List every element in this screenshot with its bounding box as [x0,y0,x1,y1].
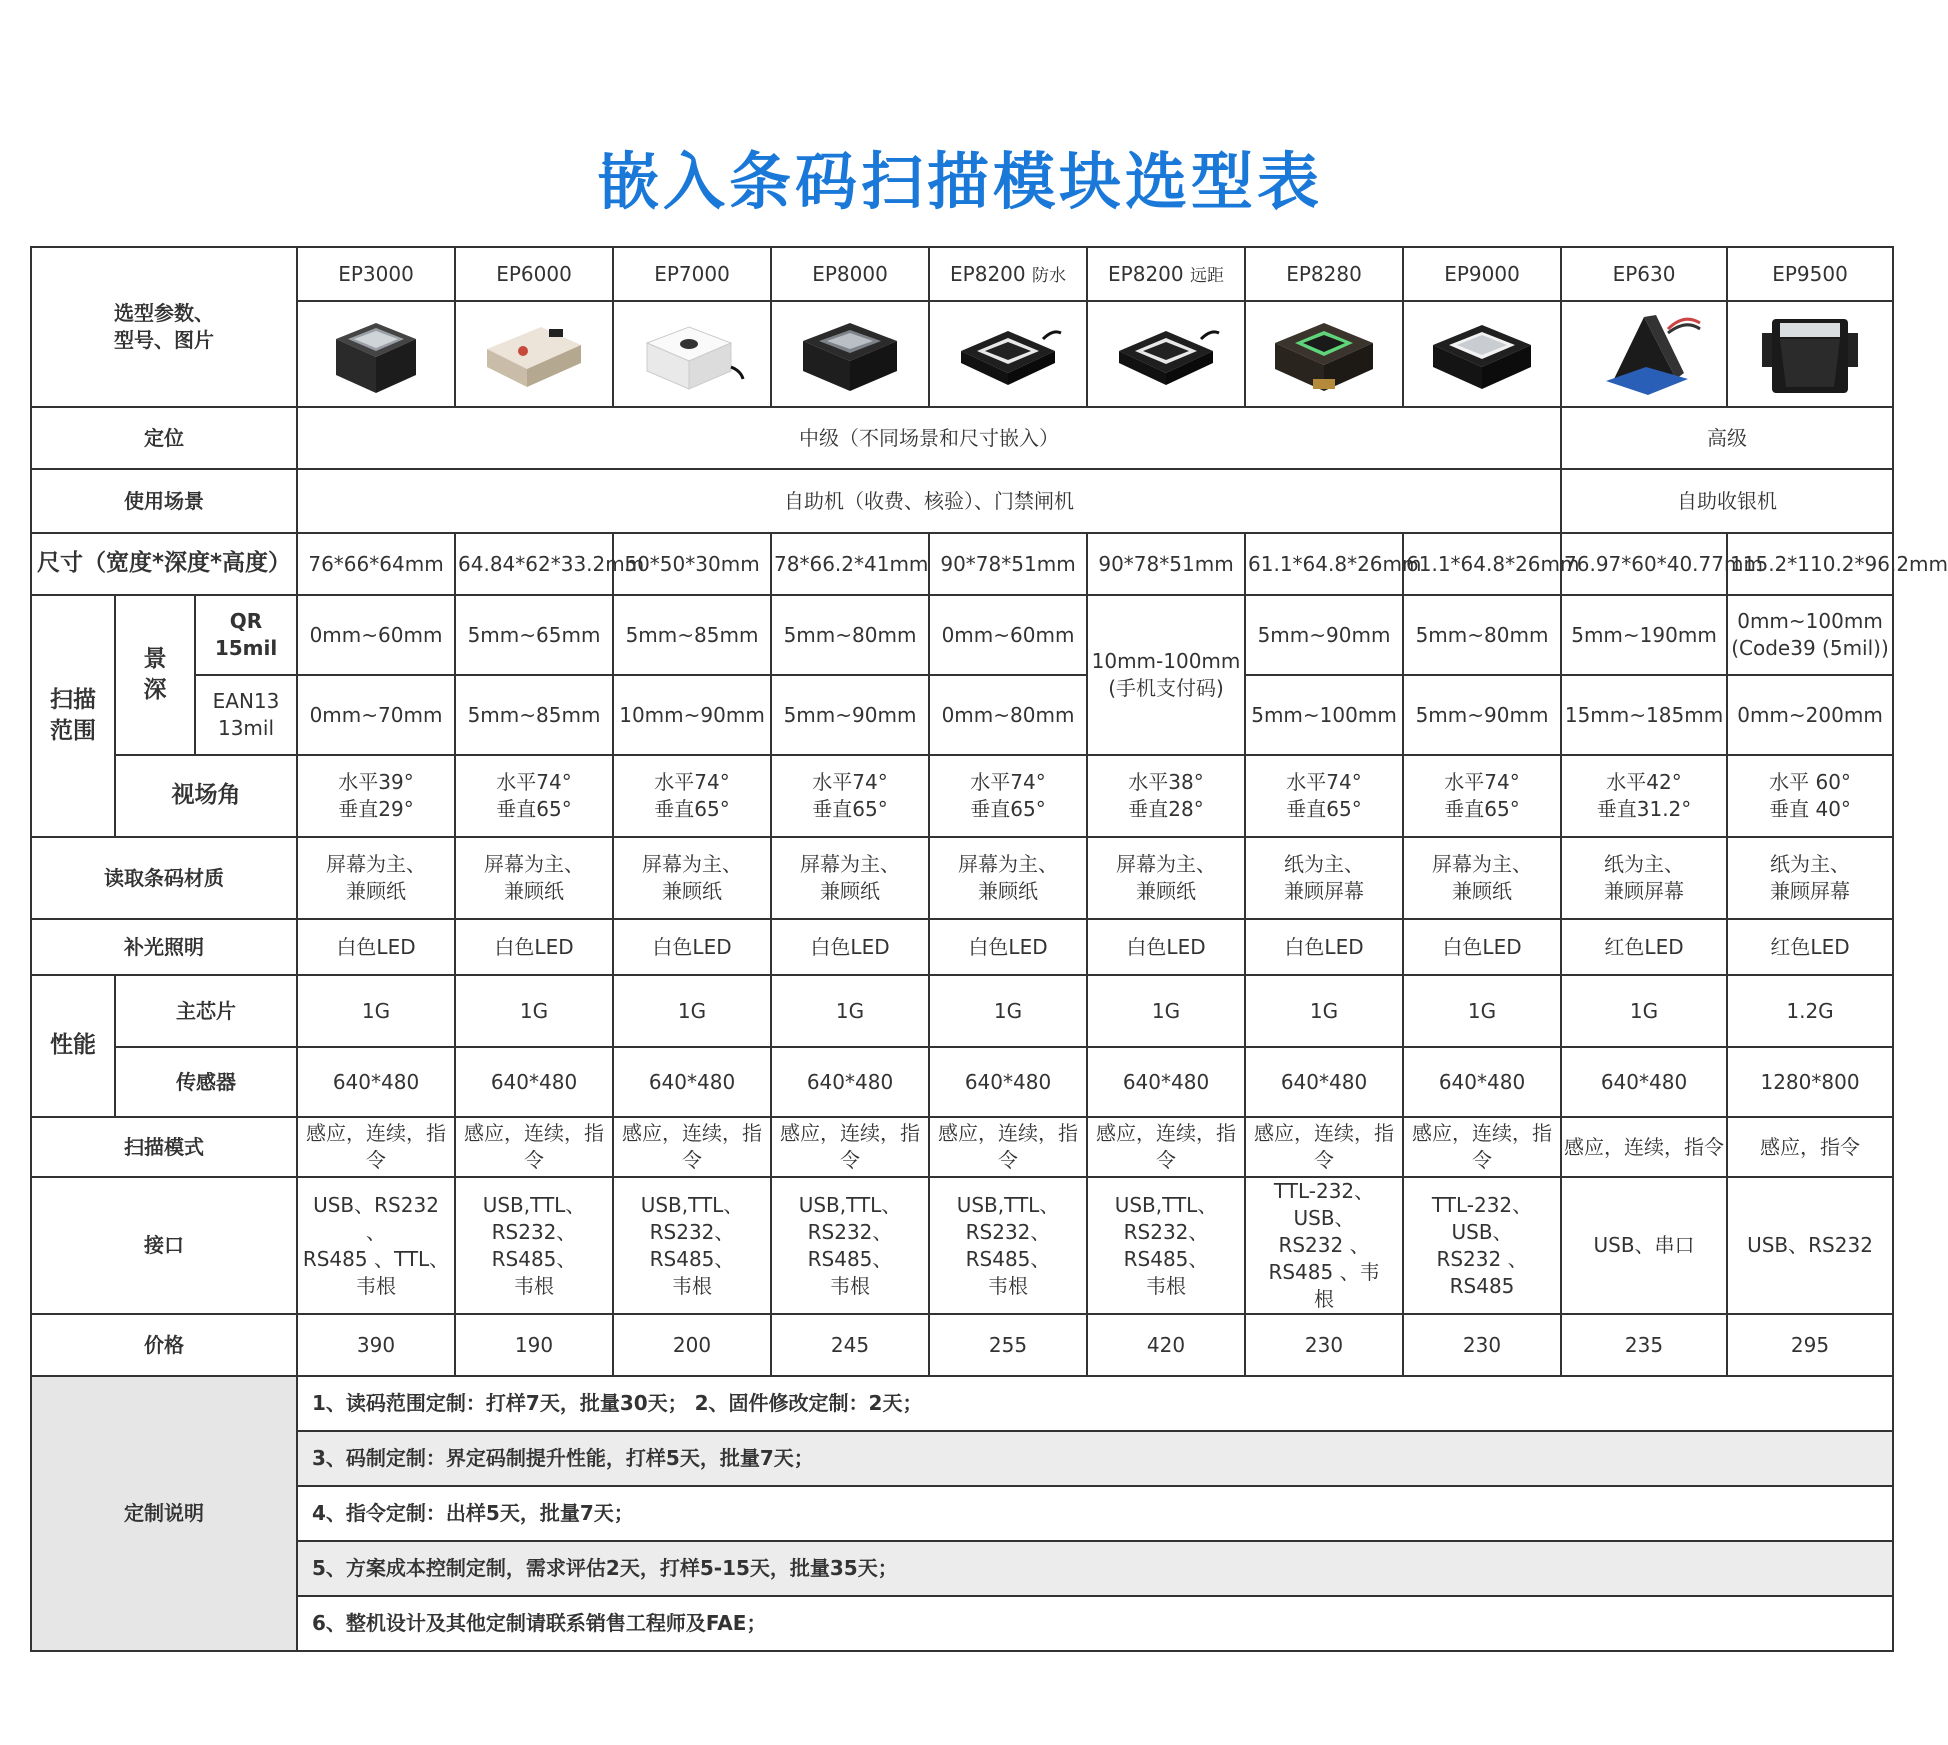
size-value: 90*78*51mm [1087,533,1245,595]
scan-mode-value: 感应，连续，指令 [455,1117,613,1177]
interface-label: 接口 [31,1177,297,1314]
ep8200-far-depth-value: 10mm-100mm (手机支付码) [1087,595,1245,755]
lighting-label: 补光照明 [31,919,297,975]
size-value: 76*66*64mm [297,533,455,595]
chip-label: 主芯片 [115,975,297,1047]
size-value: 115.2*110.2*96.2mm [1727,533,1893,595]
fov-value: 水平74° 垂直65° [455,755,613,837]
selection-table [30,246,1948,1652]
ean-depth-value: 15mm~185mm [1561,675,1727,755]
qr-depth-value: 5mm~80mm [1403,595,1561,675]
model-name-ep8000: EP8000 [771,247,929,301]
model-name-ep9000: EP9000 [1403,247,1561,301]
interface-value: TTL-232、USB、 RS232 、RS485 、韦 根 [1245,1177,1403,1314]
header-label-line-2: 型号、图片 [114,328,214,352]
interface-value: USB,TTL、RS232、 RS485、 韦根 [455,1177,613,1314]
fov-label: 视场角 [115,755,297,837]
customization-row-1 [31,1376,1893,1431]
customization-label: 定制说明 [31,1376,297,1651]
header-label-line-1: 选型参数、 [114,301,214,325]
scan-mode-value: 感应，连续，指令 [929,1117,1087,1177]
qr-depth-value: 0mm~60mm [929,595,1087,675]
material-value: 屏幕为主、 兼顾纸 [1403,837,1561,919]
customization-note-5: 6、整机设计及其他定制请联系销售工程师及FAE； [297,1596,1893,1651]
sensor-row [31,1047,1893,1117]
ean-depth-value: 5mm~100mm [1245,675,1403,755]
scan-qr-row [31,595,1893,675]
qr-depth-value: 0mm~60mm [297,595,455,675]
chip-value: 1G [297,975,455,1047]
scan-mode-label: 扫描模式 [31,1117,297,1177]
model-name-ep8280: EP8280 [1245,247,1403,301]
chip-value: 1G [455,975,613,1047]
size-value: 61.1*64.8*26mm [1403,533,1561,595]
material-value: 纸为主、 兼顾屏幕 [1245,837,1403,919]
scenario-high-value: 自助收银机 [1561,469,1893,533]
sensor-value: 640*480 [1403,1047,1561,1117]
price-value: 230 [1403,1314,1561,1376]
chip-value: 1G [1561,975,1727,1047]
ean-depth-value: 0mm~80mm [929,675,1087,755]
scan-range-label: 扫描 范围 [31,595,115,837]
lighting-value: 白色LED [297,919,455,975]
qr-depth-value-ep9500: 0mm~100mm (Code39 (5mil)) [1727,595,1893,675]
lighting-value: 白色LED [1245,919,1403,975]
fov-value: 水平74° 垂直65° [771,755,929,837]
page-title: 嵌入条码扫描模块选型表 [596,145,1323,218]
qr-depth-value: 5mm~85mm [613,595,771,675]
size-row [31,533,1893,595]
lighting-value: 白色LED [1403,919,1561,975]
qr-depth-value: 5mm~90mm [1245,595,1403,675]
sensor-value: 640*480 [771,1047,929,1117]
price-value: 245 [771,1314,929,1376]
model-name-ep630: EP630 [1561,247,1727,301]
material-label: 读取条码材质 [31,837,297,919]
scan-mode-value: 感应，连续，指令 [1403,1117,1561,1177]
chip-value: 1G [771,975,929,1047]
scan-mode-value: 感应，连续，指令 [1087,1117,1245,1177]
product-image-ep8280 [1245,301,1403,407]
product-image-ep7000 [613,301,771,407]
lighting-value: 白色LED [455,919,613,975]
model-name-ep8200-longrange: EP8200 远距 [1087,247,1245,301]
sensor-value: 640*480 [1245,1047,1403,1117]
model-name-ep9500: EP9500 [1727,247,1893,301]
price-value: 230 [1245,1314,1403,1376]
product-image-ep8000 [771,301,929,407]
customization-row-4 [31,1541,1893,1596]
chip-row [31,975,1893,1047]
price-value: 295 [1727,1314,1893,1376]
qr-15mil-label: QR 15mil [195,595,297,675]
material-value: 屏幕为主、 兼顾纸 [1087,837,1245,919]
sensor-value: 640*480 [929,1047,1087,1117]
positioning-high-value: 高级 [1561,407,1893,469]
performance-label: 性能 [31,975,115,1117]
product-image-ep6000 [455,301,613,407]
model-name-ep8200-waterproof: EP8200 防水 [929,247,1087,301]
qr-depth-value: 5mm~65mm [455,595,613,675]
lighting-value: 白色LED [929,919,1087,975]
chip-value: 1G [929,975,1087,1047]
sensor-value: 1280*800 [1727,1047,1893,1117]
depth-of-field-label: 景 深 [115,595,195,755]
ean13-13mil-label: EAN13 13mil [195,675,297,755]
price-value: 255 [929,1314,1087,1376]
scan-mode-value: 感应，连续，指令 [1245,1117,1403,1177]
fov-value: 水平38° 垂直28° [1087,755,1245,837]
model-name-ep6000: EP6000 [455,247,613,301]
product-image-ep9500 [1727,301,1893,407]
product-image-ep630 [1561,301,1727,407]
size-value: 50*50*30mm [613,533,771,595]
lighting-value: 红色LED [1561,919,1727,975]
lighting-value: 白色LED [1087,919,1245,975]
positioning-label: 定位 [31,407,297,469]
ean-depth-value: 5mm~90mm [1403,675,1561,755]
sensor-value: 640*480 [297,1047,455,1117]
sensor-value: 640*480 [613,1047,771,1117]
ean-depth-value: 10mm~90mm [613,675,771,755]
customization-row-3 [31,1486,1893,1541]
ean-depth-value: 5mm~85mm [455,675,613,755]
lighting-value: 红色LED [1727,919,1893,975]
customization-row-2 [31,1431,1893,1486]
size-value: 64.84*62*33.2mm [455,533,613,595]
fov-value: 水平 60° 垂直 40° [1727,755,1893,837]
sensor-value: 640*480 [455,1047,613,1117]
sensor-label: 传感器 [115,1047,297,1117]
interface-value: TTL-232、USB、 RS232 、RS485 [1403,1177,1561,1314]
positioning-mid-value: 中级（不同场景和尺寸嵌入） [297,407,1561,469]
scan-mode-value: 感应，指令 [1727,1117,1893,1177]
customization-note-3: 4、指令定制：出样5天，批量7天； [297,1486,1893,1541]
scan-mode-row [31,1117,1893,1177]
ean-depth-value: 5mm~90mm [771,675,929,755]
interface-value: USB、RS232 [1727,1177,1893,1314]
scenario-mid-value: 自助机（收费、核验）、门禁闸机 [297,469,1561,533]
ean-depth-value: 0mm~70mm [297,675,455,755]
customization-row-5 [31,1596,1893,1651]
size-label: 尺寸（宽度*深度*高度） [31,533,297,595]
interface-value: USB,TTL、RS232、 RS485、 韦根 [613,1177,771,1314]
fov-value: 水平74° 垂直65° [1245,755,1403,837]
material-value: 屏幕为主、 兼顾纸 [771,837,929,919]
model-name-ep7000: EP7000 [613,247,771,301]
fov-value: 水平74° 垂直65° [613,755,771,837]
scan-ean-row [31,675,1893,755]
material-value: 屏幕为主、 兼顾纸 [929,837,1087,919]
customization-note-4: 5、方案成本控制定制，需求评估2天，打样5-15天，批量35天； [297,1541,1893,1596]
interface-value: USB,TTL、RS232、 RS485、 韦根 [771,1177,929,1314]
size-value: 76.97*60*40.77mm [1561,533,1727,595]
qr-depth-value: 5mm~190mm [1561,595,1727,675]
fov-value: 水平74° 垂直65° [929,755,1087,837]
chip-value: 1G [613,975,771,1047]
fov-value: 水平42° 垂直31.2° [1561,755,1727,837]
price-value: 190 [455,1314,613,1376]
price-value: 235 [1561,1314,1727,1376]
price-label: 价格 [31,1314,297,1376]
fov-value: 水平74° 垂直65° [1403,755,1561,837]
sensor-value: 640*480 [1561,1047,1727,1117]
model-name-row [31,247,1893,301]
material-value: 屏幕为主、 兼顾纸 [613,837,771,919]
qr-depth-value: 5mm~80mm [771,595,929,675]
price-value: 200 [613,1314,771,1376]
scan-mode-value: 感应，连续，指令 [1561,1117,1727,1177]
material-value: 纸为主、 兼顾屏幕 [1561,837,1727,919]
size-value: 78*66.2*41mm [771,533,929,595]
size-value: 90*78*51mm [929,533,1087,595]
interface-value: USB,TTL、RS232、 RS485、 韦根 [1087,1177,1245,1314]
interface-row [31,1177,1893,1314]
price-value: 420 [1087,1314,1245,1376]
chip-value: 1G [1403,975,1561,1047]
positioning-row [31,407,1893,469]
interface-value: USB、RS232 、 RS485 、TTL、 韦根 [297,1177,455,1314]
fov-value: 水平39° 垂直29° [297,755,455,837]
customization-note-2: 3、码制定制：界定码制提升性能，打样5天，批量7天； [297,1431,1893,1486]
product-image-ep3000 [297,301,455,407]
model-name-ep3000: EP3000 [297,247,455,301]
material-value: 纸为主、 兼顾屏幕 [1727,837,1893,919]
price-row [31,1314,1893,1376]
lighting-row [31,919,1893,975]
chip-value: 1.2G [1727,975,1893,1047]
sensor-value: 640*480 [1087,1047,1245,1117]
model-image-row [31,301,1893,407]
lighting-value: 白色LED [613,919,771,975]
chip-value: 1G [1087,975,1245,1047]
scenario-row [31,469,1893,533]
interface-value: USB,TTL、RS232、 RS485、 韦根 [929,1177,1087,1314]
fov-row [31,755,1893,837]
header-label-cell [31,247,297,407]
scan-mode-value: 感应，连续，指令 [297,1117,455,1177]
material-value: 屏幕为主、 兼顾纸 [297,837,455,919]
product-image-ep8200-waterproof [929,301,1087,407]
ean-depth-value: 0mm~200mm [1727,675,1893,755]
customization-note-1: 1、读码范围定制：打样7天，批量30天； 2、固件修改定制：2天； [297,1376,1893,1431]
scenario-label: 使用场景 [31,469,297,533]
scan-mode-value: 感应，连续，指令 [613,1117,771,1177]
chip-value: 1G [1245,975,1403,1047]
scan-mode-value: 感应，连续，指令 [771,1117,929,1177]
interface-value: USB、串口 [1561,1177,1727,1314]
material-row [31,837,1893,919]
material-value: 屏幕为主、 兼顾纸 [455,837,613,919]
size-value: 61.1*64.8*26mm [1245,533,1403,595]
product-image-ep8200-longrange [1087,301,1245,407]
lighting-value: 白色LED [771,919,929,975]
price-value: 390 [297,1314,455,1376]
product-image-ep9000 [1403,301,1561,407]
